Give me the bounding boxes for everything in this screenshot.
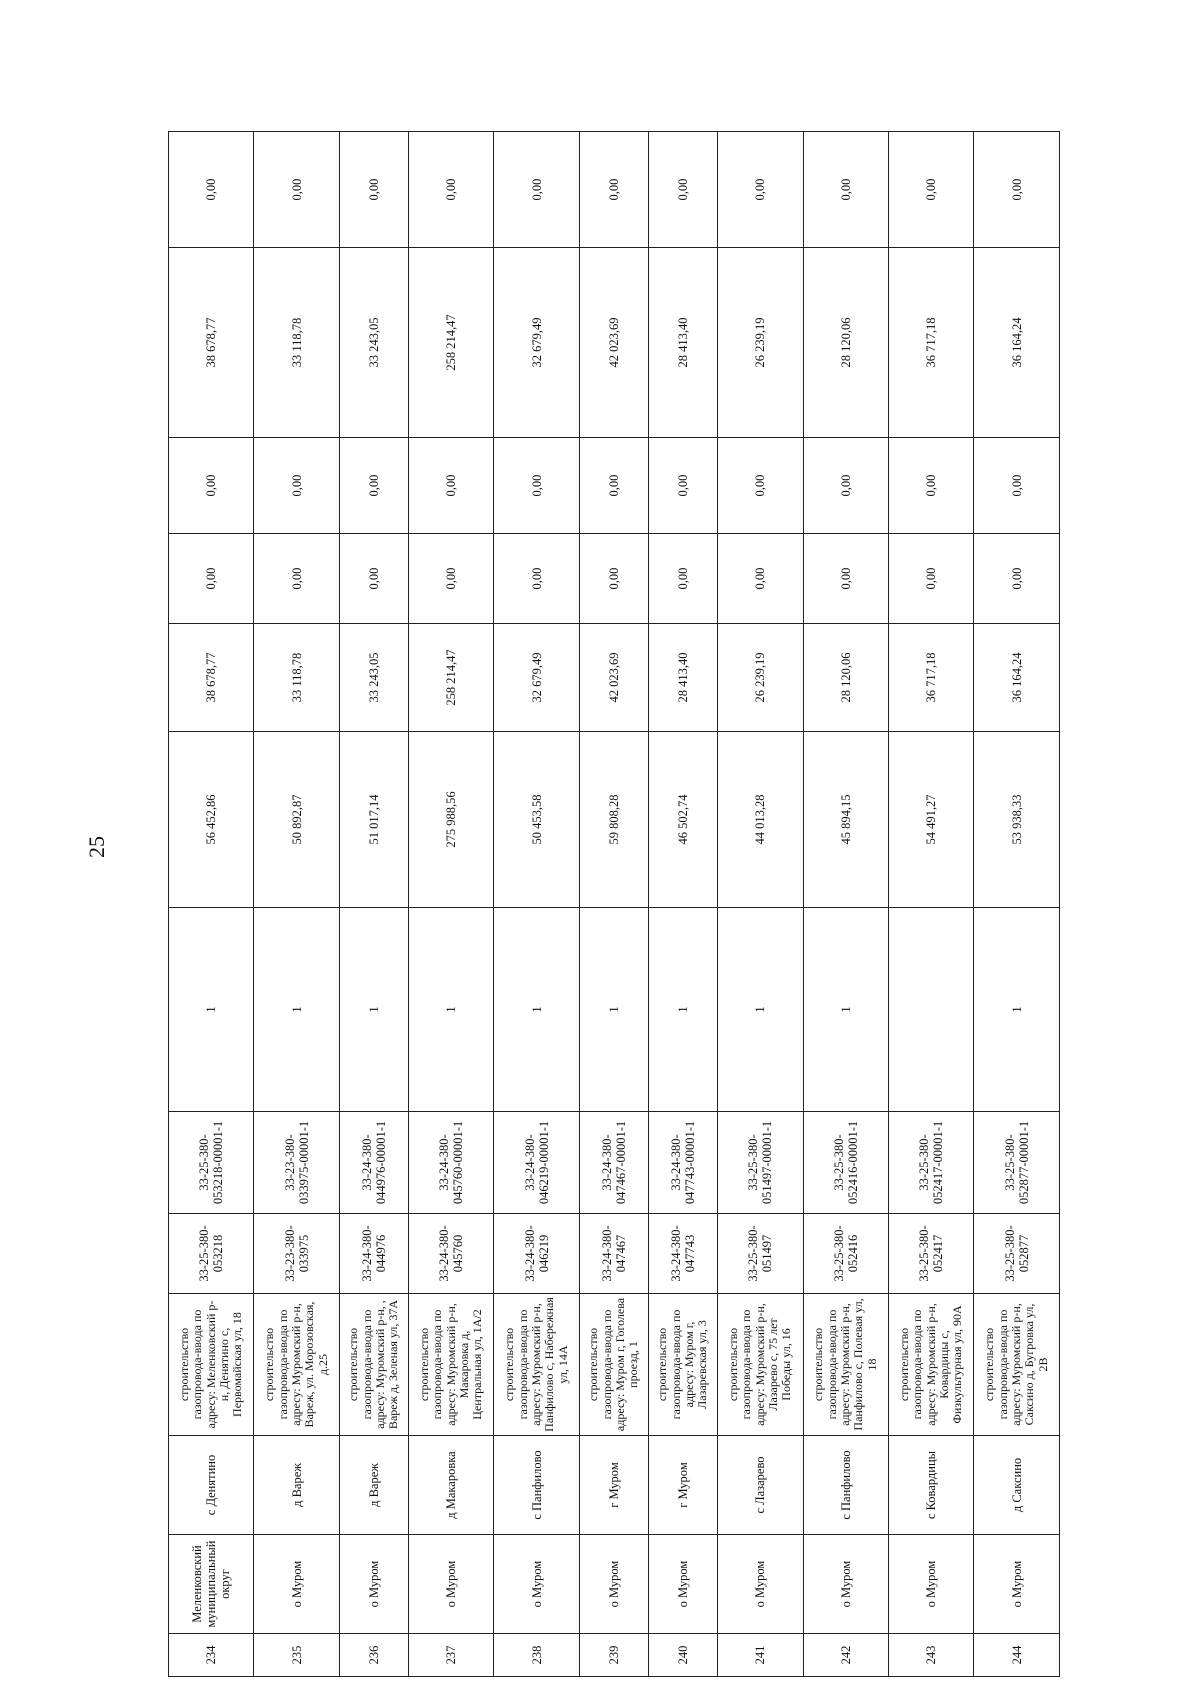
value-1-cell: 45 894,15: [803, 732, 888, 908]
value-5-cell: 33 118,78: [254, 248, 339, 438]
value-6-cell: 0,00: [339, 132, 408, 248]
object-name-cell: строительство газопровода-ввода по адресу: Муромский р-н, Панфилово с, Набережная ул, 14А: [494, 1294, 579, 1436]
value-4-cell: 0,00: [254, 438, 339, 534]
object-code-cell: 33-25-380-052417: [889, 1214, 974, 1294]
locality-cell: г Муром: [649, 1436, 718, 1535]
value-2-cell: 36 164,24: [974, 624, 1060, 732]
district-cell: о Муром: [339, 1535, 408, 1634]
value-1-cell: 50 453,58: [494, 732, 579, 908]
object-name-cell: строительство газопровода-ввода по адресу: Муромский р-н, Макаровка д, Центральная ул, 1А/2: [409, 1294, 494, 1436]
table-row: [974, 132, 1060, 1677]
row-number-cell: 234: [169, 1634, 254, 1677]
table-body: [169, 132, 1060, 1677]
quantity-cell: 1: [718, 908, 803, 1112]
locality-cell: с Ковардицы: [889, 1436, 974, 1535]
table-row: [169, 132, 254, 1677]
table-row: [718, 132, 803, 1677]
value-3-cell: 0,00: [579, 534, 648, 624]
value-5-cell: 36 164,24: [974, 248, 1060, 438]
value-4-cell: 0,00: [889, 438, 974, 534]
value-6-cell: 0,00: [718, 132, 803, 248]
value-2-cell: 32 679,49: [494, 624, 579, 732]
district-cell: Меленковский муниципальный округ: [169, 1535, 254, 1634]
locality-cell: г Муром: [579, 1436, 648, 1535]
value-5-cell: 38 678,77: [169, 248, 254, 438]
value-6-cell: 0,00: [409, 132, 494, 248]
district-cell: о Муром: [889, 1535, 974, 1634]
page-number: 25: [84, 836, 109, 858]
value-6-cell: 0,00: [494, 132, 579, 248]
object-id-cell: 33-25-380-051497-00001-1: [718, 1112, 803, 1214]
row-number-cell: 235: [254, 1634, 339, 1677]
value-4-cell: 0,00: [974, 438, 1060, 534]
gas-pipeline-table: [168, 131, 1060, 1677]
object-id-cell: 33-24-380-047743-00001-1: [649, 1112, 718, 1214]
value-5-cell: 42 023,69: [579, 248, 648, 438]
table-row: [494, 132, 579, 1677]
table-row: [339, 132, 408, 1677]
object-name-cell: строительство газопровода-ввода по адресу: Муромский р-н, , Вареж д, Зеленая ул, 37А: [339, 1294, 408, 1436]
value-4-cell: 0,00: [649, 438, 718, 534]
quantity-cell: 1: [409, 908, 494, 1112]
row-number-cell: 242: [803, 1634, 888, 1677]
district-cell: о Муром: [718, 1535, 803, 1634]
quantity-cell: 1: [169, 908, 254, 1112]
table-row: [254, 132, 339, 1677]
object-id-cell: 33-24-380-045760-00001-1: [409, 1112, 494, 1214]
value-2-cell: 28 120,06: [803, 624, 888, 732]
quantity-cell: 1: [974, 908, 1060, 1112]
value-5-cell: 33 243,05: [339, 248, 408, 438]
value-4-cell: 0,00: [803, 438, 888, 534]
locality-cell: д Саксино: [974, 1436, 1060, 1535]
object-id-cell: 33-25-380-052416-00001-1: [803, 1112, 888, 1214]
value-3-cell: 0,00: [254, 534, 339, 624]
object-code-cell: 33-25-380-052877: [974, 1214, 1060, 1294]
value-2-cell: 33 118,78: [254, 624, 339, 732]
locality-cell: с Панфилово: [803, 1436, 888, 1535]
object-name-cell: строительство газопровода-ввода по адресу: Муромский р-н, Лазарево с, 75 лет Победы ул, 16: [718, 1294, 803, 1436]
locality-cell: д Вареж: [254, 1436, 339, 1535]
value-1-cell: 44 013,28: [718, 732, 803, 908]
value-3-cell: 0,00: [889, 534, 974, 624]
value-1-cell: 54 491,27: [889, 732, 974, 908]
object-id-cell: 33-25-380-053218-00001-1: [169, 1112, 254, 1214]
value-6-cell: 0,00: [803, 132, 888, 248]
locality-cell: с Денятино: [169, 1436, 254, 1535]
row-number-cell: 240: [649, 1634, 718, 1677]
object-name-cell: строительство газопровода-ввода по адресу: Муромский р-н, Панфилово с, Полевая ул, 18: [803, 1294, 888, 1436]
value-5-cell: 26 239,19: [718, 248, 803, 438]
quantity-cell: 1: [649, 908, 718, 1112]
value-3-cell: 0,00: [169, 534, 254, 624]
value-6-cell: 0,00: [649, 132, 718, 248]
value-5-cell: 258 214,47: [409, 248, 494, 438]
value-2-cell: 33 243,05: [339, 624, 408, 732]
value-4-cell: 0,00: [494, 438, 579, 534]
value-3-cell: 0,00: [339, 534, 408, 624]
value-1-cell: 275 988,56: [409, 732, 494, 908]
object-name-cell: строительство газопровода-ввода по адресу: Муромский р-н, Саксино д, Бугровка ул, 2В: [974, 1294, 1060, 1436]
value-3-cell: 0,00: [803, 534, 888, 624]
district-cell: о Муром: [579, 1535, 648, 1634]
object-code-cell: 33-24-380-047467: [579, 1214, 648, 1294]
value-3-cell: 0,00: [974, 534, 1060, 624]
object-id-cell: 33-23-380-033975-00001-1: [254, 1112, 339, 1214]
table-row: [649, 132, 718, 1677]
quantity-cell: 1: [254, 908, 339, 1112]
value-3-cell: 0,00: [649, 534, 718, 624]
value-2-cell: 28 413,40: [649, 624, 718, 732]
table-row: [889, 132, 974, 1677]
quantity-cell: 1: [494, 908, 579, 1112]
district-cell: о Муром: [803, 1535, 888, 1634]
district-cell: о Муром: [254, 1535, 339, 1634]
locality-cell: д Вареж: [339, 1436, 408, 1535]
district-cell: о Муром: [649, 1535, 718, 1634]
value-3-cell: 0,00: [494, 534, 579, 624]
value-1-cell: 56 452,86: [169, 732, 254, 908]
value-6-cell: 0,00: [889, 132, 974, 248]
table-row: [803, 132, 888, 1677]
object-code-cell: 33-24-380-046219: [494, 1214, 579, 1294]
value-4-cell: 0,00: [339, 438, 408, 534]
row-number-cell: 243: [889, 1634, 974, 1677]
value-2-cell: 36 717,18: [889, 624, 974, 732]
value-6-cell: 0,00: [169, 132, 254, 248]
object-id-cell: 33-25-380-052417-00001-1: [889, 1112, 974, 1214]
value-1-cell: 59 808,28: [579, 732, 648, 908]
object-id-cell: 33-25-380-052877-00001-1: [974, 1112, 1060, 1214]
object-name-cell: строительство газопровода-ввода по адресу: Муромский р-н, Ковардицы с, Физкультурная ул, 90А: [889, 1294, 974, 1436]
value-2-cell: 38 678,77: [169, 624, 254, 732]
object-name-cell: строительство газопровода-ввода по адресу: Муром г, Гоголева проезд, 1: [579, 1294, 648, 1436]
value-1-cell: 46 502,74: [649, 732, 718, 908]
object-id-cell: 33-24-380-047467-00001-1: [579, 1112, 648, 1214]
district-cell: о Муром: [409, 1535, 494, 1634]
locality-cell: с Панфилово: [494, 1436, 579, 1535]
table-container: [168, 132, 1060, 1677]
object-name-cell: строительство газопровода-ввода по адресу: Муром г, Лазаревская ул, 3: [649, 1294, 718, 1436]
value-4-cell: 0,00: [169, 438, 254, 534]
quantity-cell: [889, 908, 974, 1112]
locality-cell: с Лазарево: [718, 1436, 803, 1535]
district-cell: о Муром: [974, 1535, 1060, 1634]
value-4-cell: 0,00: [718, 438, 803, 534]
value-2-cell: 42 023,69: [579, 624, 648, 732]
value-5-cell: 28 120,06: [803, 248, 888, 438]
table-row: [409, 132, 494, 1677]
value-3-cell: 0,00: [718, 534, 803, 624]
object-code-cell: 33-23-380-033975: [254, 1214, 339, 1294]
quantity-cell: 1: [803, 908, 888, 1112]
value-6-cell: 0,00: [974, 132, 1060, 248]
value-6-cell: 0,00: [254, 132, 339, 248]
object-code-cell: 33-24-380-044976: [339, 1214, 408, 1294]
locality-cell: д Макаровка: [409, 1436, 494, 1535]
district-cell: о Муром: [494, 1535, 579, 1634]
object-code-cell: 33-25-380-053218: [169, 1214, 254, 1294]
row-number-cell: 244: [974, 1634, 1060, 1677]
row-number-cell: 236: [339, 1634, 408, 1677]
object-code-cell: 33-25-380-051497: [718, 1214, 803, 1294]
quantity-cell: 1: [339, 908, 408, 1112]
quantity-cell: 1: [579, 908, 648, 1112]
row-number-cell: 237: [409, 1634, 494, 1677]
value-4-cell: 0,00: [579, 438, 648, 534]
row-number-cell: 238: [494, 1634, 579, 1677]
object-id-cell: 33-24-380-044976-00001-1: [339, 1112, 408, 1214]
row-number-cell: 241: [718, 1634, 803, 1677]
value-6-cell: 0,00: [579, 132, 648, 248]
value-1-cell: 53 938,33: [974, 732, 1060, 908]
row-number-cell: 239: [579, 1634, 648, 1677]
object-code-cell: 33-25-380-052416: [803, 1214, 888, 1294]
value-2-cell: 26 239,19: [718, 624, 803, 732]
value-3-cell: 0,00: [409, 534, 494, 624]
table-row: [579, 132, 648, 1677]
value-5-cell: 32 679,49: [494, 248, 579, 438]
value-5-cell: 36 717,18: [889, 248, 974, 438]
value-1-cell: 50 892,87: [254, 732, 339, 908]
object-code-cell: 33-24-380-045760: [409, 1214, 494, 1294]
value-1-cell: 51 017,14: [339, 732, 408, 908]
object-name-cell: строительство газопровода-ввода по адресу: Муромский р-н, Вареж, ул. Морозовская, д.25: [254, 1294, 339, 1436]
value-4-cell: 0,00: [409, 438, 494, 534]
object-name-cell: строительство газопровода-ввода по адресу: Меленковский р-н, Денятино с, Первомайская ул, 18: [169, 1294, 254, 1436]
value-5-cell: 28 413,40: [649, 248, 718, 438]
object-code-cell: 33-24-380-047743: [649, 1214, 718, 1294]
value-2-cell: 258 214,47: [409, 624, 494, 732]
object-id-cell: 33-24-380-046219-00001-1: [494, 1112, 579, 1214]
